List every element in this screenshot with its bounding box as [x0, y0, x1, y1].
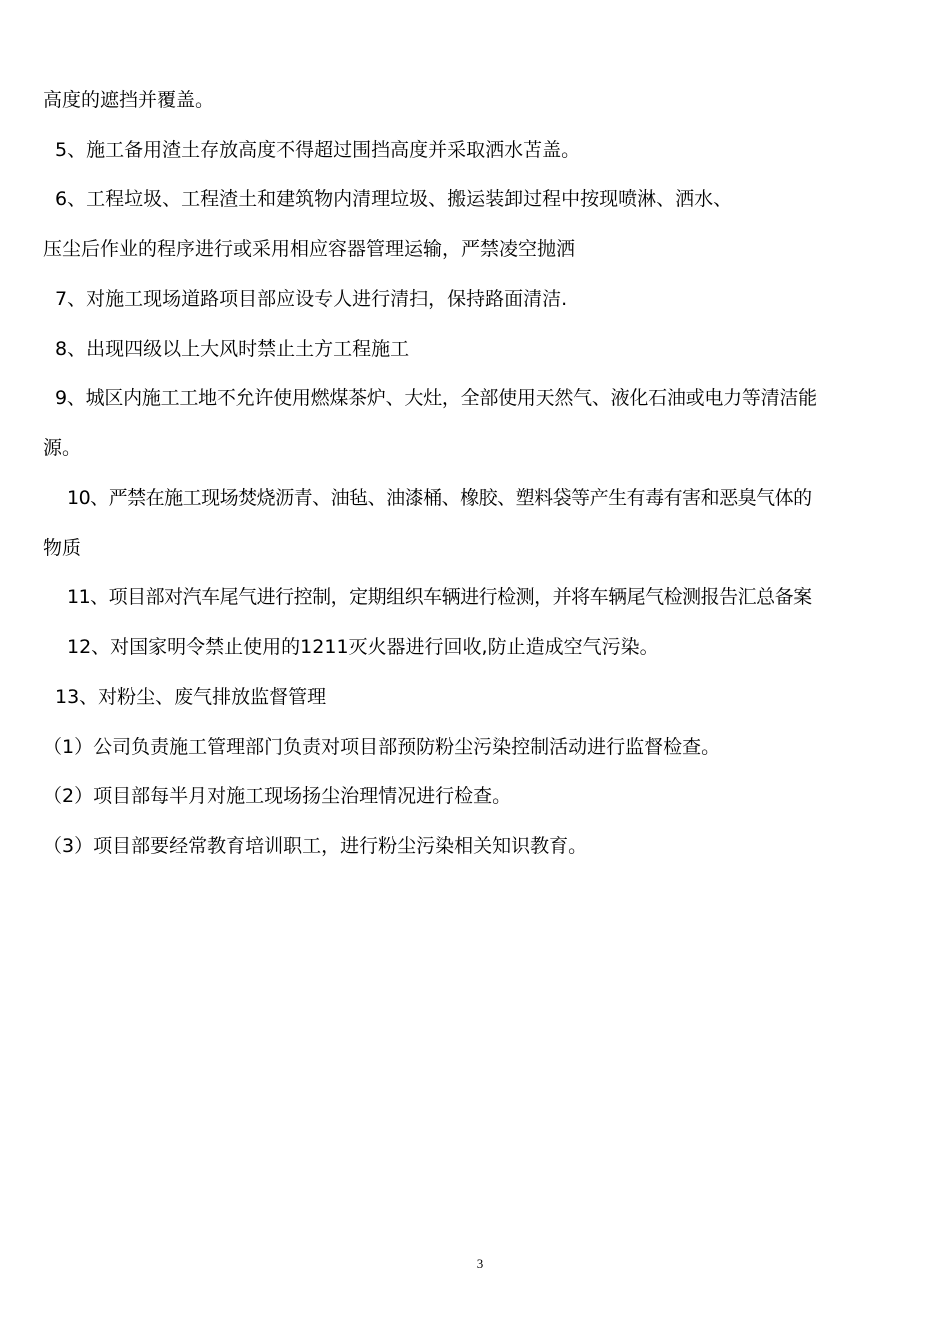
paragraph-line: 10、严禁在施工现场焚烧沥青、油毡、油漆桶、橡胶、塑料袋等产生有毒有害和恶臭气体的	[67, 487, 812, 509]
paragraph-line: 6、工程垃圾、工程渣土和建筑物内清理垃圾、搬运装卸过程中按现喷淋、洒水、	[55, 188, 733, 210]
paragraph-line: 12、对国家明令禁止使用的1211灭火器进行回收,防止造成空气污染。	[67, 636, 659, 658]
paragraph-line: 9、城区内施工工地不允许使用燃煤茶炉、大灶，全部使用天然气、液化石油或电力等清洁能	[55, 387, 817, 409]
paragraph-line: （3）项目部要经常教育培训职工，进行粉尘污染相关知识教育。	[43, 835, 588, 857]
paragraph-line: 物质	[43, 537, 82, 559]
paragraph-line: 7、对施工现场道路项目部应设专人进行清扫，保持路面清洁.	[55, 288, 568, 310]
paragraph-line: 8、出现四级以上大风时禁止土方工程施工	[55, 338, 410, 360]
paragraph-line: 13、对粉尘、废气排放监督管理	[55, 686, 327, 708]
paragraph-line: （1）公司负责施工管理部门负责对项目部预防粉尘污染控制活动进行监督检查。	[43, 736, 721, 758]
paragraph-line: 压尘后作业的程序进行或采用相应容器管理运输，严禁凌空抛洒	[43, 238, 576, 260]
paragraph-line: 源。	[43, 437, 82, 459]
paragraph-line: 11、项目部对汽车尾气进行控制，定期组织车辆进行检测，并将车辆尾气检测报告汇总备案	[67, 586, 812, 608]
paragraph-line: 5、施工备用渣土存放高度不得超过围挡高度并采取洒水苫盖。	[55, 139, 581, 161]
paragraph-line: （2）项目部每半月对施工现场扬尘治理情况进行检查。	[43, 785, 512, 807]
paragraph-line: 高度的遮挡并覆盖。	[43, 89, 215, 111]
page-number: 3	[476, 1256, 484, 1271]
